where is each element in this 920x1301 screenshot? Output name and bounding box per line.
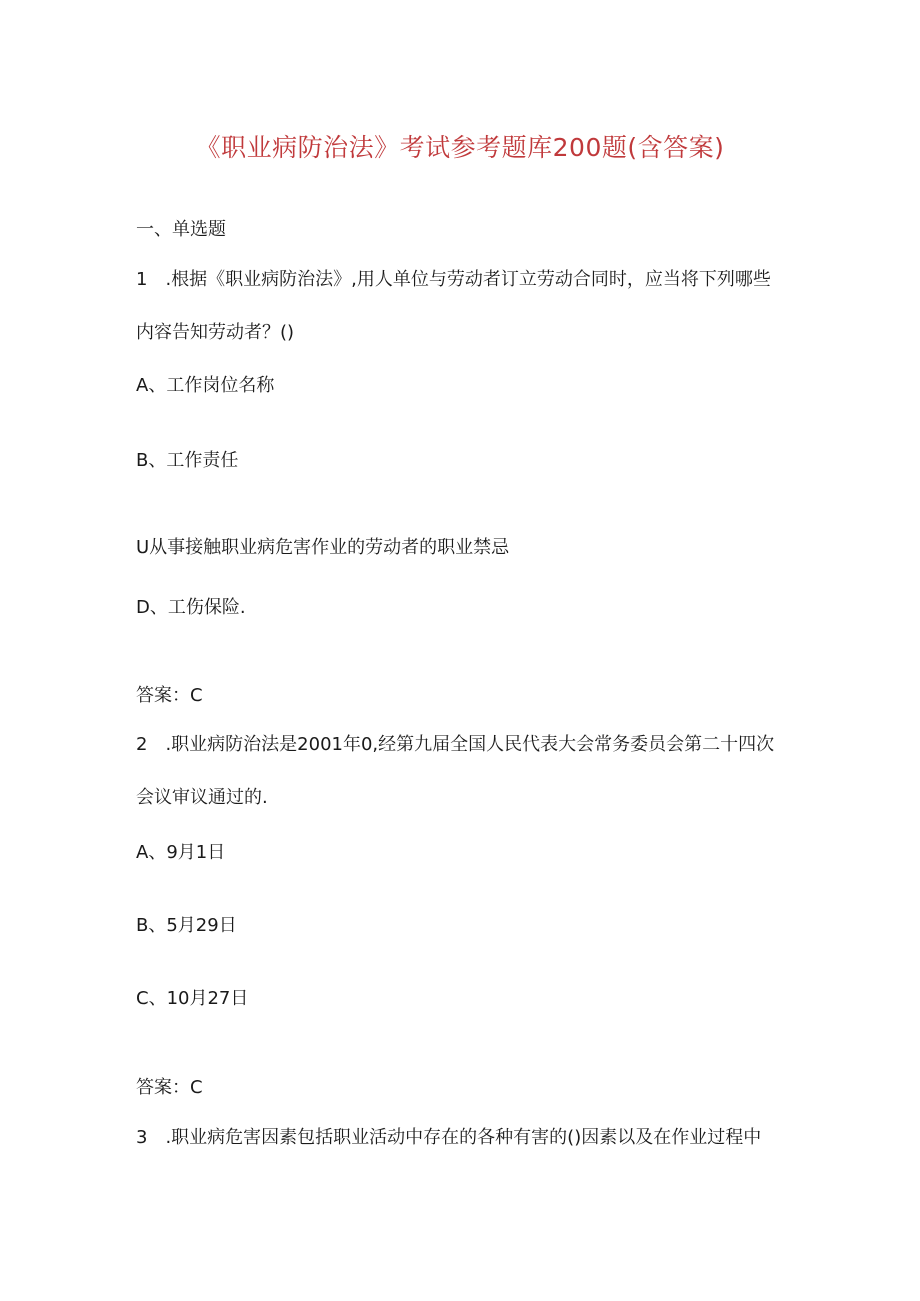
question-2-option-c: C、10月27日 [136,988,249,1009]
question-2-option-a: A、9月1日 [136,842,226,863]
question-1-answer: 答案：C [136,685,203,706]
question-1-option-d: D、工伤保险. [136,597,246,618]
question-1-line-2: 内容告知劳动者？() [136,322,295,343]
question-1-option-b: B、工作责任 [136,450,239,471]
question-2-option-b: B、5月29日 [136,915,237,936]
question-1-line-1: 1 .根据《职业病防治法》,用人单位与劳动者订立劳动合同时，应当将下列哪些 [136,269,771,290]
question-2-answer: 答案：C [136,1077,203,1098]
question-2-line-2: 会议审议通过的. [136,787,268,808]
document-title: 《职业病防治法》考试参考题库200题(含答案) [195,133,725,162]
question-3-line-1: 3 .职业病危害因素包括职业活动中存在的各种有害的()因素以及在作业过程中 [136,1127,762,1148]
question-1-option-c: U从事接触职业病危害作业的劳动者的职业禁忌 [136,537,510,558]
question-1-option-a: A、工作岗位名称 [136,375,275,396]
question-2-line-1: 2 .职业病防治法是2001年0,经第九届全国人民代表大会常务委员会第二十四次 [136,734,775,755]
section-heading: 一、单选题 [136,219,226,240]
